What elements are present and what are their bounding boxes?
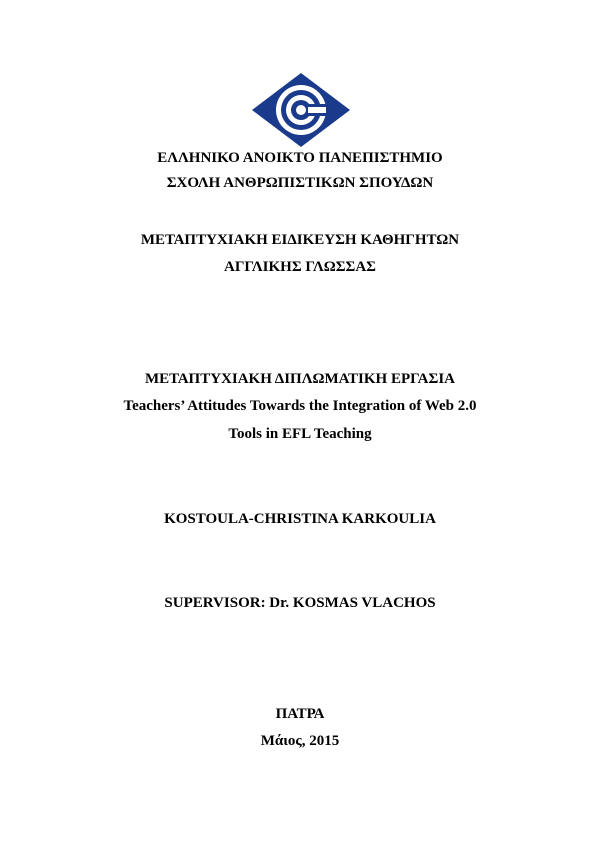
thesis-type: ΜΕΤΑΠΤΥΧΙΑΚΗ ΔΙΠΛΩΜΑΤΙΚΗ ΕΡΓΑΣΙΑ (145, 371, 455, 387)
university-name: ΕΛΛΗΝΙΚΟ ΑΝΟΙΚΤΟ ΠΑΝΕΠΙΣΤΗΜΙΟ (157, 150, 443, 166)
place: ΠΑΤΡΑ (275, 706, 325, 722)
program-line-1: ΜΕΤΑΠΤΥΧΙΑΚΗ ΕΙΔΙΚΕΥΣΗ ΚΑΘΗΓΗΤΩΝ (140, 232, 460, 248)
university-logo-icon (250, 71, 352, 149)
author-name: KOSTOULA-CHRISTINA KARKOULIA (164, 511, 436, 527)
thesis-title-line-1: Teachers’ Attitudes Towards the Integration of Web 2.0 (123, 398, 477, 414)
thesis-title-line-2: Tools in EFL Teaching (228, 426, 372, 442)
program-line-2: ΑΓΓΛΙΚΗΣ ΓΛΩΣΣΑΣ (223, 259, 376, 275)
date: Μάιος, 2015 (260, 733, 340, 749)
school-name: ΣΧΟΛΗ ΑΝΘΡΩΠΙΣΤΙΚΩΝ ΣΠΟΥΔΩΝ (166, 175, 434, 191)
supervisor: SUPERVISOR: Dr. KOSMAS VLACHOS (164, 595, 436, 611)
